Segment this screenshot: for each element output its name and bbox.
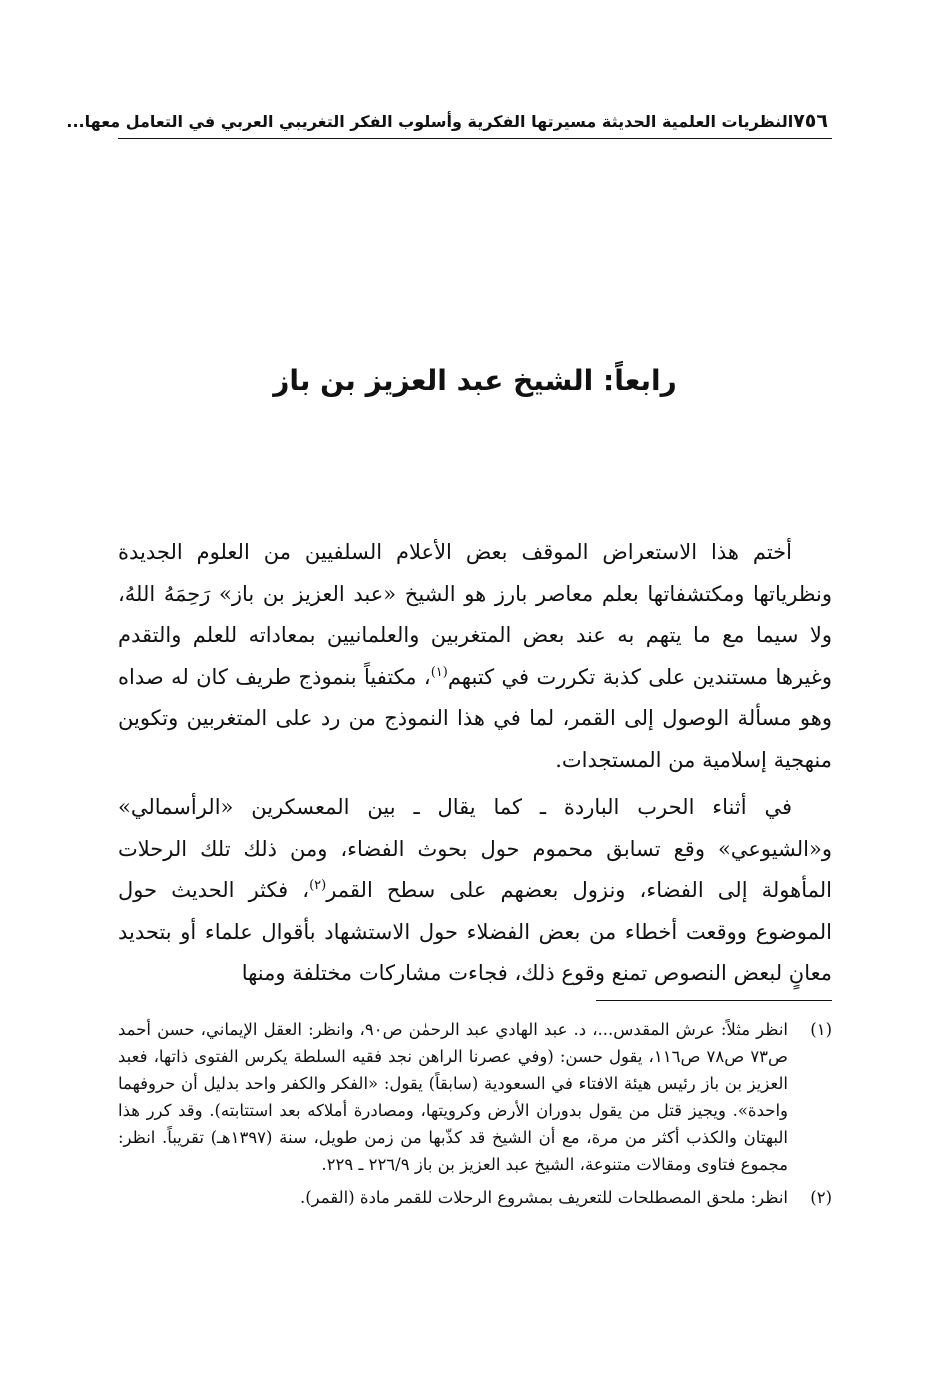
footnote-2 xyxy=(118,1184,832,1211)
paragraph-1-text-a: أختم هذا الاستعراض الموقف بعض الأعلام السلفيين من العلوم الجديدة ونظرياتها ومكتشفاتها بعلم معاصر بارز هو الشيخ «عبد العزيز بن باز» رَحِمَهُ اللهُ، ولا سيما مع ما يتهم به عند بعض المتغربين والعلمانيين بمعاداته للعلم والتقدم وغيرها مستندين على كذبة تكررت في كتبهم xyxy=(118,540,833,689)
footnote-separator xyxy=(596,1000,832,1001)
footnote-number: (٢) xyxy=(810,1188,832,1207)
paragraph-2 xyxy=(118,787,832,995)
footnotes xyxy=(118,1016,832,1217)
section-title: رابعاً: الشيخ عبد العزيز بن باز xyxy=(273,364,677,397)
paragraph-1-text-b: ، مكتفياً بنموذج طريف كان له صداه وهو مسألة الوصول إلى القمر، لما في هذا النموذج من رد على المتغربين وتكوين منهجية إسلامية من المستجدات. xyxy=(118,664,832,772)
paragraph-2-text-a: في أثناء الحرب الباردة ـ كما يقال ـ بين المعسكرين «الرأسمالي» و«الشيوعي» وقع تسابق محموم حول بحوث الفضاء، ومن ذلك تلك الرحلات المأهولة إلى الفضاء، ونزول بعضهم على سطح القمر xyxy=(118,795,832,902)
footnote-text: انظر: ملحق المصطلحات للتعريف بمشروع الرحلات للقمر مادة (القمر). xyxy=(299,1188,788,1207)
footnote-ref-2: (٢) xyxy=(309,878,327,893)
footnote-1 xyxy=(118,1016,832,1178)
footnote-number: (١) xyxy=(810,1020,832,1039)
running-title: النظريات العلمية الحديثة مسيرتها الفكرية وأسلوب الفكر التغريبي العربي في التعامل معها... xyxy=(66,111,794,131)
paragraph-2-text-b: ، فكثر الحديث حول الموضوع ووقعت أخطاء من بعض الفضلاء حول الاستشهاد بأقوال علماء أو بتحديد معانٍ لبعض النصوص تمنع وقوع ذلك، فجاءت مشاركات مختلفة ومنها xyxy=(118,878,832,985)
page-number: ٧٥٦ xyxy=(793,110,828,132)
footnote-text: انظر مثلاً: عرش المقدس...، د. عبد الهادي عبد الرحمٰن ص٩٠، وانظر: العقل الإيماني، حسن أحمد ص٧٣ ص٧٨ ص١١٦، يقول حسن: (وفي عصرنا الراهن نجد فقيه السلطة يكرس الفتوى ذاتها، فعبد العزيز بن باز رئيس هيئة الافتاء في السعودية (سابقاً) يقول: «الفكر والكفر واحد بدليل أن حروفهما واحدة». ويجيز قتل من يقول بدوران الأرض وكرويتها، ومصادرة أملاكه بعد استتابته). وقد كرر هذا البهتان والكذب أكثر من مرة، مع أن الشيخ قد كذّبها من زمن طويل، سنة (١٣٩٧هـ) تقريباً. انظر: مجموع فتاوى ومقالات متنوعة، الشيخ عبد العزيز بن باز ٢٢٦/٩ ـ ٢٢٩. xyxy=(118,1020,788,1174)
running-header xyxy=(66,104,832,139)
paragraph-1 xyxy=(118,532,832,781)
footnote-ref-1: (١) xyxy=(430,664,448,680)
body-text xyxy=(118,532,832,1001)
